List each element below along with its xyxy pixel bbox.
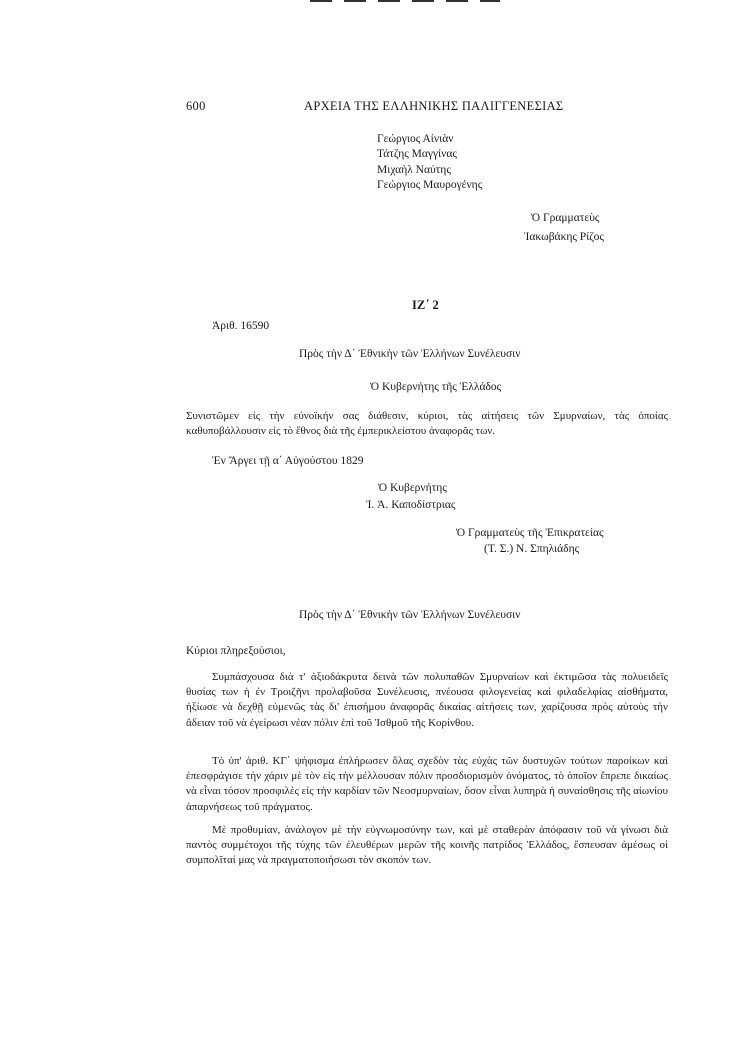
document-1-sender: Ὁ Κυβερνήτης τῆς Ἑλλάδος (370, 381, 502, 393)
body-paragraph-1: Συμπάσχουσα διὰ τ' ἀξιοδάκρυτα δεινὰ τῶν πολυπαθῶν Σμυρναίων καὶ ἐκτιμῶσα τὰς πολυειδεῖς θυσίας των ἡ ἐν Τροιζῆνι προλαβοῦσα Συνέλευσις, πνέουσα φιλογενείας καὶ φιλαδελφίας αἰσθήματα, ἠξίωσε νὰ δεχθῇ εὐμενῶς τὰς δι' ἐπισήμου ἀναφορᾶς δικαίας αἰτήσεις των, χαρίζουσα πρὸς αὐτοὺς τὴν ἄδειαν τοῦ νὰ ἐγείρωσι νέαν πόλιν ἐπὶ τοῦ Ἰσθμοῦ τῆς Κορίνθου. (186, 671, 668, 729)
section-heading: ΙΖ΄ 2 (412, 298, 439, 312)
countersign-title: Ὁ Γραμματεὺς τῆς Ἐπικρατείας (456, 527, 604, 539)
signer-title: Ὁ Κυβερνήτης (378, 482, 447, 494)
document-number: Ἀριθ. 16590 (212, 320, 270, 332)
top-edge-mark (310, 0, 500, 2)
secretary-name: Ἰακωβάκης Ρίζος (524, 231, 604, 243)
signatory-4: Γεώργιος Μαυρογένης (377, 179, 483, 191)
running-title: ΑΡΧΕΙΑ ΤΗΣ ΕΛΛΗΝΙΚΗΣ ΠΑΛΙΓΓΕΝΕΣΙΑΣ (304, 99, 564, 113)
salutation: Κύριοι πληρεξούσιοι, (186, 645, 286, 657)
document-1-body: Συνιστῶμεν εἰς τὴν εὐνοϊκήν σας διάθεσιν, κύριοι, τὰς αἰτήσεις τῶν Σμυρναίων, τὰς ὁποίας καθυποβάλλουσιν εἰς τὸ ἔθνος διὰ τῆς ἐμπερικλείστου ἀναφορᾶς των. (186, 410, 668, 438)
countersign-name: (Τ. Σ.) Ν. Σπηλιάδης (484, 543, 580, 555)
signatory-1: Γεώργιος Αἰνιὰν (377, 133, 454, 145)
signatory-3: Μιχαὴλ Ναύτης (377, 164, 451, 176)
document-2-addressee: Πρὸς τὴν Δ΄ Ἐθνικὴν τῶν Ἑλλήνων Συνέλευσιν (299, 609, 521, 621)
signer-name: Ἰ. Ἀ. Καποδίστριας (366, 499, 456, 511)
signatory-2: Τάτζης Μαγγίνας (377, 148, 457, 160)
document-1-addressee: Πρὸς τὴν Δ΄ Ἐθνικὴν τῶν Ἑλλήνων Συνέλευσιν (299, 348, 521, 360)
page-number: 600 (186, 99, 206, 113)
body-paragraph-2: Τὸ ὑπ' ἀριθ. ΚΓ΄ ψήφισμα ἐπλήρωσεν ὅλας σχεδὸν τὰς εὐχὰς τῶν δυστυχῶν τούτων παροίκων καὶ ἐπεσφράγισε τὴν χάριν μὲ τὸν εἰς τὴν μέλλουσαν πόλιν προσδιορισμὸν ὀνόματος, τὸ ὁποῖον ἔπρεπε δικαίως νὰ εἶναι τόσον προσφιλὲς εἰς τὴν καρδίαν τῶν Νεοσμυρναίων, ὅσον εἶναι λυπηρὰ ἡ συναίσθησις τῆς αἰωνίου ἀπαρνήσεως τοῦ πράγματος. (186, 755, 668, 813)
document-1-date: Ἐν Ἄργει τῇ α΄ Αὐγούστου 1829 (212, 455, 364, 467)
body-paragraph-3: Μὲ προθυμίαν, ἀνάλογον μὲ τὴν εὐγνωμοσύνην των, καὶ μὲ σταθερὰν ἀπόφασιν τοῦ νὰ γίνωσι διὰ παντὸς συμμέτοχοι τῆς τύχης τῶν ἐλευθέρων μερῶν τῆς κοινῆς πατρίδος Ἑλλάδος, ἔσπευσαν ἀμέσως οἱ συμπολῖταί μας νὰ πραγματοποιήσωσι τὸν σκοπόν των. (186, 824, 668, 867)
secretary-title: Ὁ Γραμματεὺς (531, 212, 600, 224)
